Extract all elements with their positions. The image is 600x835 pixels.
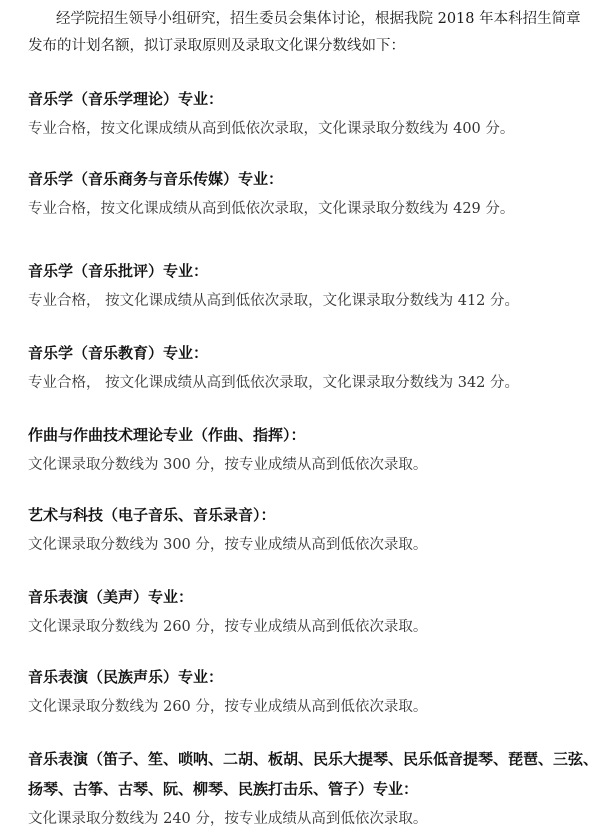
section-heading: 音乐学（音乐教育）专业：: [28, 344, 209, 362]
section-music-education: [28, 338, 593, 398]
intro-line-1: 经学院招生领导小组研究，招生委员会集体讨论，根据我院 2018 年本科招生简章: [56, 11, 581, 27]
section-bel-canto: [28, 582, 593, 642]
section-body: 文化课录取分数线为 260 分，按专业成绩从高到低依次录取。: [28, 699, 428, 715]
section-heading: 音乐学（音乐批评）专业：: [28, 262, 209, 280]
intro-paragraph: [28, 6, 588, 60]
section-music-theory: [28, 84, 593, 144]
section-body: 文化课录取分数线为 300 分，按专业成绩从高到低依次录取。: [28, 457, 428, 473]
section-body: 专业合格，按文化课成绩从高到低依次录取，文化课录取分数线为 400 分。: [28, 121, 515, 137]
section-heading: 音乐学（音乐学理论）专业：: [28, 90, 224, 108]
section-heading: 音乐表演（民族声乐）专业：: [28, 668, 224, 686]
section-body: 文化课录取分数线为 260 分，按专业成绩从高到低依次录取。: [28, 619, 428, 635]
section-composition: [28, 420, 593, 480]
section-heading: 音乐表演（美声）专业：: [28, 588, 194, 606]
section-folk-instruments: [28, 744, 599, 834]
section-heading-line-1: 音乐表演（笛子、笙、唢呐、二胡、板胡、民乐大提琴、民乐低音提琴、琵琶、三弦、: [28, 750, 599, 768]
section-heading: 艺术与科技（电子音乐、音乐录音）：: [28, 506, 276, 524]
section-music-criticism: [28, 256, 593, 316]
section-body: 专业合格，按文化课成绩从高到低依次录取，文化课录取分数线为 429 分。: [28, 201, 515, 217]
section-music-business-media: [28, 164, 593, 224]
section-body: 专业合格， 按文化课成绩从高到低依次录取，文化课录取分数线为 412 分。: [28, 293, 520, 309]
section-heading: 作曲与作曲技术理论专业（作曲、指挥）：: [28, 426, 306, 444]
section-heading-line-2: 扬琴、古筝、古琴、阮、柳琴、民族打击乐、管子）专业：: [28, 780, 419, 798]
section-heading: 音乐学（音乐商务与音乐传媒）专业：: [28, 170, 284, 188]
section-body: 专业合格， 按文化课成绩从高到低依次录取，文化课录取分数线为 342 分。: [28, 375, 520, 391]
section-folk-vocal: [28, 662, 593, 722]
section-art-technology: [28, 500, 593, 560]
section-body: 文化课录取分数线为 240 分，按专业成绩从高到低依次录取。: [28, 811, 428, 827]
intro-line-2: 发布的计划名额，拟订录取原则及录取文化课分数线如下：: [28, 38, 405, 54]
section-body: 文化课录取分数线为 300 分，按专业成绩从高到低依次录取。: [28, 537, 428, 553]
